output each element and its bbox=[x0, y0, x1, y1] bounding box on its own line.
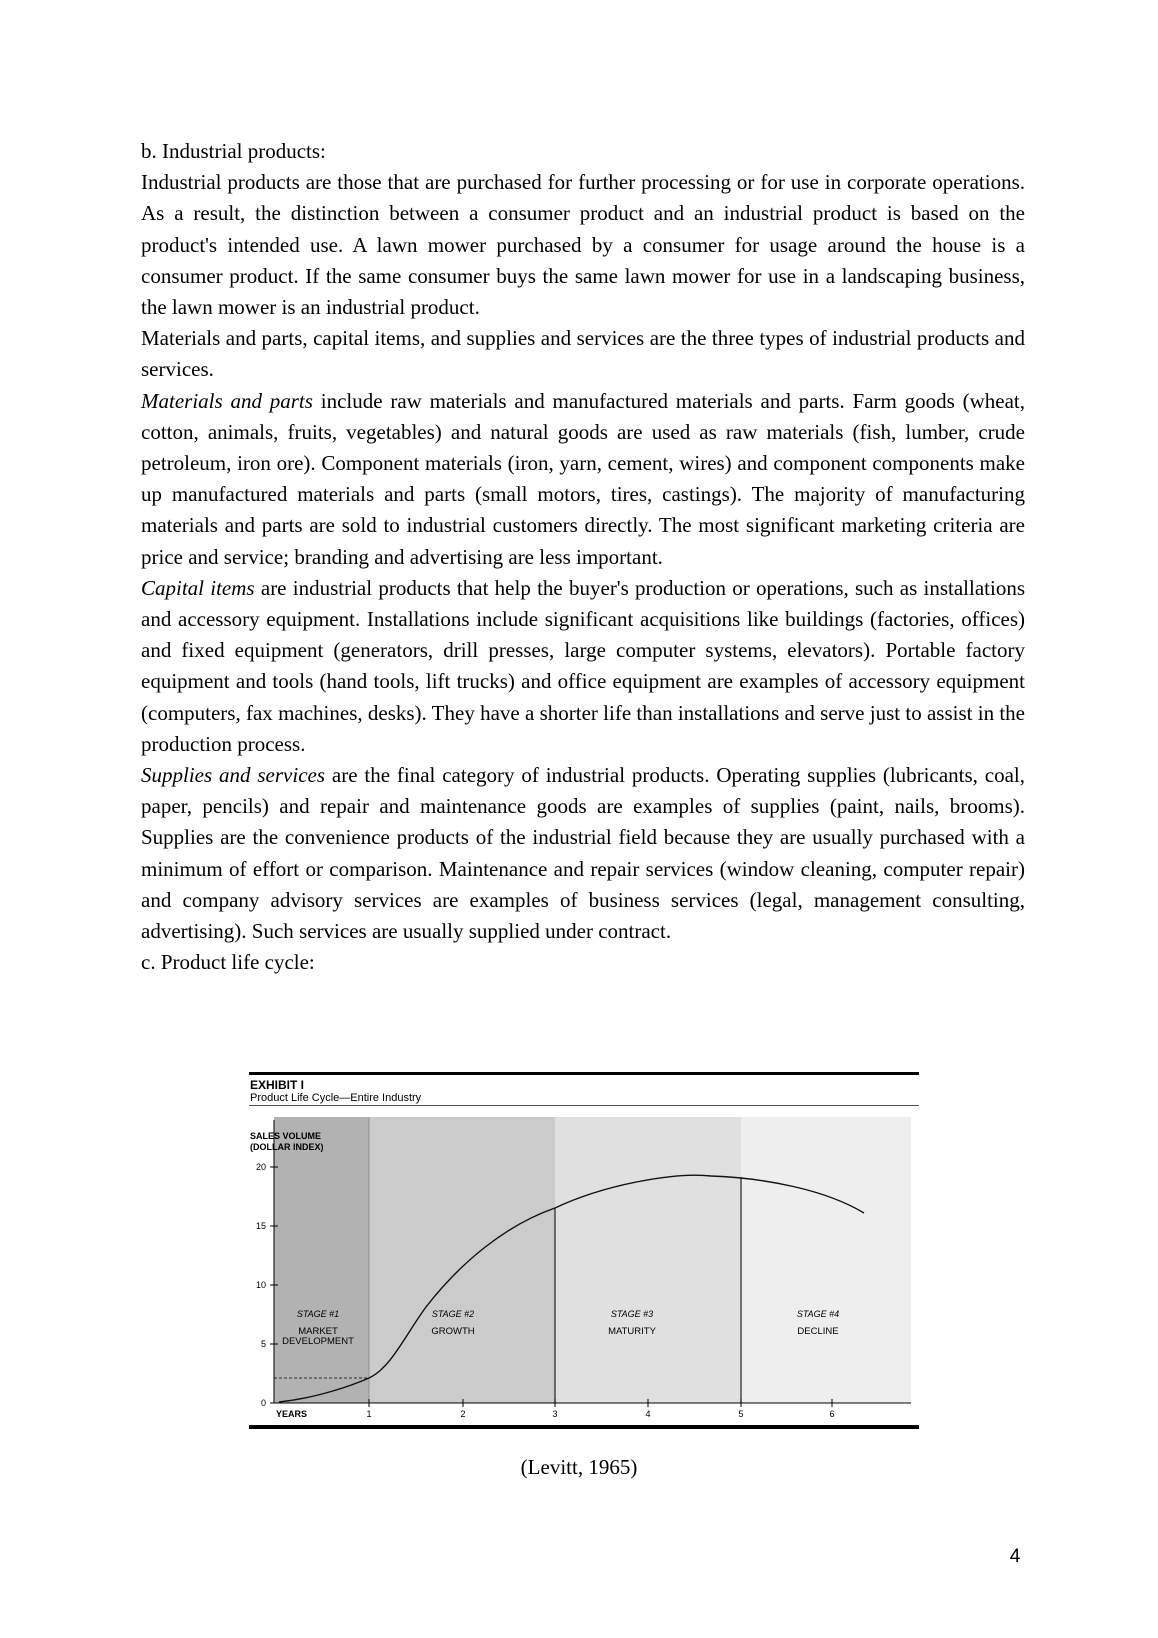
term-capital-items: Capital items bbox=[141, 575, 255, 600]
section-b-heading: b. Industrial products: bbox=[141, 139, 326, 163]
bottom-rule bbox=[249, 1425, 919, 1429]
term-supplies-and-services: Supplies and services bbox=[141, 763, 326, 788]
section-c-heading: c. Product life cycle: bbox=[141, 950, 315, 975]
paragraph-supplies-and-services bbox=[141, 760, 1025, 947]
y-tick-label-10: 10 bbox=[255, 1280, 266, 1290]
page-number: 4 bbox=[1009, 1546, 1021, 1567]
stage-2-number: STAGE #2 bbox=[431, 1309, 475, 1319]
exhibit-figure bbox=[246, 1072, 920, 1450]
x-tick-label-3: 3 bbox=[552, 1409, 558, 1419]
x-tick-label-2: 2 bbox=[460, 1409, 466, 1419]
paragraph-industrial-products: Industrial products are those that are purchased for further processing or for use in corporate operations. As a result, the distinction between a consumer product and an industrial product is based on the product's intended use. A lawn mower purchased by a consumer for usage around the house is a consumer product. If the same consumer buys the same lawn mower for use in a landscaping business, the lawn mower is an industrial product. bbox=[141, 170, 1025, 320]
figure-caption: (Levitt, 1965) bbox=[520, 1455, 638, 1479]
text-capital-items: are industrial products that help the buyer's production or operations, such as installations and accessory equipment. Installations include significant acquisitions like buildings (factories, offices) and fixed equipment (generators, drill presses, large computer systems, elevators). Portable factory equipment and tools (hand tools, lift trucks) and office equipment are examples of accessory equipment (computers, fax machines, desks). They have a shorter life than installations and serve just to assist in the production process. bbox=[141, 575, 1025, 756]
text-materials-and-parts: include raw materials and manufactured materials and parts. Farm goods (wheat, cotton, animals, fruits, vegetables) and natural goods are used as raw materials (fish, lumber, crude petroleum, iron ore). Component materials (iron, yarn, cement, wires) and component components make up manufactured materials and parts (small motors, tires, castings). The majority of manufacturing materials and parts are sold to industrial customers directly. The most significant marketing criteria are price and service; branding and advertising are less important. bbox=[141, 388, 1026, 569]
stage-1-name-line2: DEVELOPMENT bbox=[282, 1336, 354, 1347]
y-axis-label-line2: (DOLLAR INDEX) bbox=[250, 1142, 324, 1152]
x-tick-label-6: 6 bbox=[829, 1409, 835, 1419]
x-tick-label-5: 5 bbox=[738, 1409, 744, 1419]
stage-2-name: GROWTH bbox=[431, 1326, 475, 1337]
x-tick-label-1: 1 bbox=[366, 1409, 372, 1419]
stage-4-number: STAGE #4 bbox=[796, 1309, 840, 1319]
stage-4-name: DECLINE bbox=[797, 1326, 839, 1337]
stage-band-1 bbox=[274, 1117, 369, 1403]
stage-3-name: MATURITY bbox=[608, 1326, 656, 1337]
y-tick-label-0: 0 bbox=[260, 1398, 266, 1408]
y-tick-label-20: 20 bbox=[255, 1162, 266, 1172]
stage-3-number: STAGE #3 bbox=[610, 1309, 654, 1319]
stage-band-3 bbox=[555, 1117, 741, 1403]
text-supplies-and-services: are the final category of industrial products. Operating supplies (lubricants, coal, paper, pencils) and repair and maintenance goods are examples of supplies (paint, nails, brooms). Supplies are the convenience products of the industrial field because they are usually purchased with a minimum of effort or comparison. Maintenance and repair services (window cleaning, computer repair) and company advisory services are examples of business services (legal, management consulting, advertising). Such services are usually supplied under contract. bbox=[141, 763, 1025, 944]
stage-band-4 bbox=[741, 1117, 911, 1403]
stage-1-number: STAGE #1 bbox=[296, 1309, 340, 1319]
exhibit-subtitle: Product Life Cycle—Entire Industry bbox=[250, 1092, 422, 1104]
y-axis-label-line1: SALES VOLUME bbox=[250, 1131, 322, 1141]
top-rule bbox=[249, 1072, 919, 1075]
stage-band-2 bbox=[369, 1117, 555, 1403]
y-tick-label-15: 15 bbox=[255, 1221, 266, 1231]
document-body bbox=[141, 136, 1025, 978]
subtitle-rule bbox=[249, 1105, 919, 1106]
paragraph-materials-and-parts bbox=[141, 386, 1025, 573]
x-axis-label: YEARS bbox=[276, 1409, 308, 1419]
term-materials-and-parts: Materials and parts bbox=[141, 388, 313, 413]
paragraph-three-types: Materials and parts, capital items, and supplies and services are the three types of industrial products and services. bbox=[141, 326, 1025, 382]
paragraph-capital-items bbox=[141, 573, 1025, 760]
exhibit-title: EXHIBIT I bbox=[250, 1078, 305, 1092]
stage-1-name-line1: MARKET bbox=[298, 1326, 338, 1337]
x-tick-label-4: 4 bbox=[645, 1409, 651, 1419]
product-life-cycle-diagram bbox=[246, 1072, 920, 1450]
y-tick-label-5: 5 bbox=[260, 1339, 266, 1349]
